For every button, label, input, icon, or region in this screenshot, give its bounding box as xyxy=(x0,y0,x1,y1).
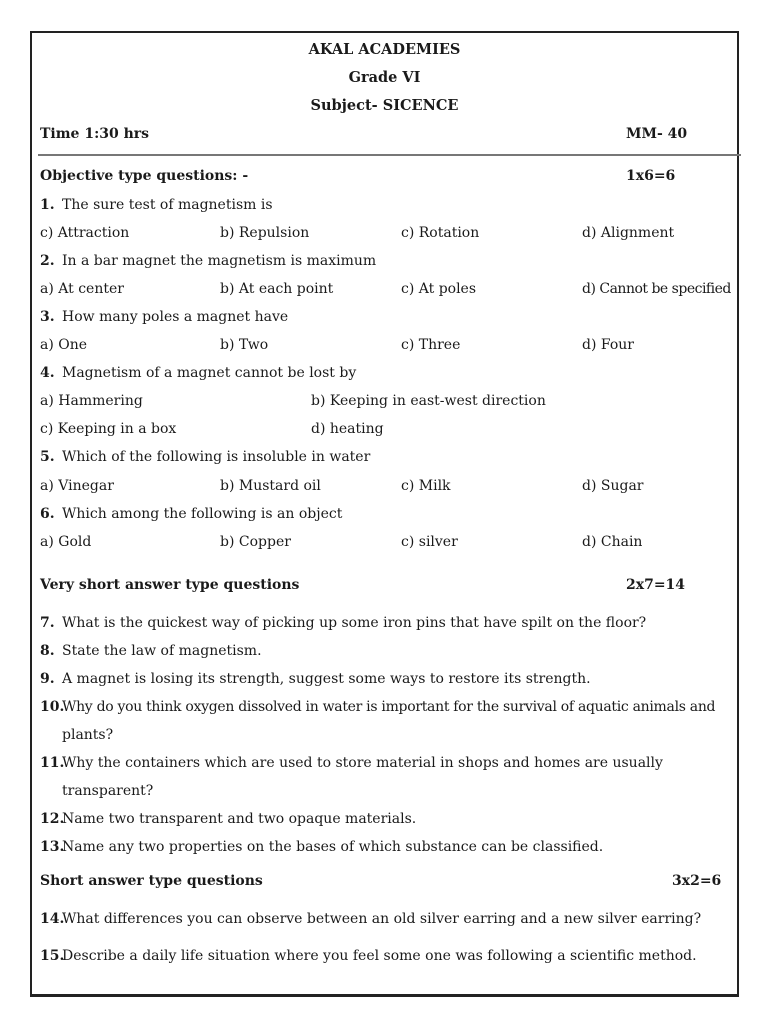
option-c: c) Rotation xyxy=(401,225,480,241)
question-number: 13. xyxy=(40,839,65,855)
question-number: 8. xyxy=(40,643,55,659)
option-a: a) Vinegar xyxy=(40,478,114,494)
question-number: 3. xyxy=(40,309,55,325)
option-d: d) Sugar xyxy=(582,478,644,494)
option-a: a) Hammering xyxy=(40,393,143,409)
question-text: What is the quickest way of picking up some iron pins that have spilt on the floor? xyxy=(62,615,647,631)
question-number: 11. xyxy=(40,755,65,771)
option-a: a) At center xyxy=(40,281,124,297)
question-text: Name any two properties on the bases of which substance can be classified. xyxy=(62,839,604,855)
question-text: How many poles a magnet have xyxy=(62,309,289,325)
question-text: What differences you can observe between an old silver earring and a new silver earring? xyxy=(62,911,702,927)
section-marks: 1x6=6 xyxy=(626,168,676,184)
option-d: d) Alignment xyxy=(582,225,675,241)
option-b: b) At each point xyxy=(220,281,334,297)
question-text-continued: plants? xyxy=(62,727,114,743)
question-number: 12. xyxy=(40,811,65,827)
header-divider xyxy=(38,154,741,156)
option-b: b) Two xyxy=(220,337,269,353)
section-title: Very short answer type questions xyxy=(40,577,300,593)
max-marks: MM- 40 xyxy=(626,126,688,142)
question-text: Which among the following is an object xyxy=(62,506,343,522)
option-d: d) heating xyxy=(311,421,384,437)
section-title: Objective type questions: - xyxy=(40,168,249,184)
question-number: 14. xyxy=(40,911,65,927)
question-number: 1. xyxy=(40,197,55,213)
question-text: Why the containers which are used to store material in shops and homes are usually xyxy=(62,755,663,771)
section-marks: 2x7=14 xyxy=(626,577,686,593)
question-number: 10. xyxy=(40,699,65,715)
option-a: a) One xyxy=(40,337,88,353)
question-number: 7. xyxy=(40,615,55,631)
section-title: Short answer type questions xyxy=(40,873,263,889)
question-number: 15. xyxy=(40,948,65,964)
question-text: Why do you think oxygen dissolved in water is important for the survival of aquatic animals and xyxy=(62,699,716,715)
option-b: b) Repulsion xyxy=(220,225,310,241)
question-text: Magnetism of a magnet cannot be lost by xyxy=(62,365,357,381)
question-text: Which of the following is insoluble in water xyxy=(62,449,371,465)
option-c: c) At poles xyxy=(401,281,477,297)
section-marks: 3x2=6 xyxy=(672,873,722,889)
option-b: b) Copper xyxy=(220,534,291,550)
option-c: c) Milk xyxy=(401,478,451,494)
subject: Subject- SICENCE xyxy=(310,97,459,114)
question-text: In a bar magnet the magnetism is maximum xyxy=(62,253,377,269)
question-text: A magnet is losing its strength, suggest some ways to restore its strength. xyxy=(62,671,591,687)
question-text-continued: transparent? xyxy=(62,783,154,799)
option-d: d) Cannot be specified xyxy=(582,281,731,297)
question-text: Describe a daily life situation where you feel some one was following a scientific method. xyxy=(62,948,697,964)
option-b: b) Keeping in east-west direction xyxy=(311,393,546,409)
option-c: c) silver xyxy=(401,534,458,550)
option-b: b) Mustard oil xyxy=(220,478,321,494)
question-text: State the law of magnetism. xyxy=(62,643,262,659)
question-number: 2. xyxy=(40,253,55,269)
question-number: 4. xyxy=(40,365,55,381)
option-c: c) Keeping in a box xyxy=(40,421,177,437)
option-d: d) Chain xyxy=(582,534,643,550)
option-a: a) Gold xyxy=(40,534,92,550)
time-allowed: Time 1:30 hrs xyxy=(40,126,150,142)
grade: Grade VI xyxy=(348,69,421,86)
school-name: AKAL ACADEMIES xyxy=(308,41,461,58)
option-d: d) Four xyxy=(582,337,634,353)
question-number: 5. xyxy=(40,449,55,465)
option-c: c) Three xyxy=(401,337,461,353)
option-a: c) Attraction xyxy=(40,225,130,241)
question-number: 9. xyxy=(40,671,55,687)
question-text: Name two transparent and two opaque materials. xyxy=(62,811,417,827)
question-text: The sure test of magnetism is xyxy=(62,197,273,213)
question-number: 6. xyxy=(40,506,55,522)
